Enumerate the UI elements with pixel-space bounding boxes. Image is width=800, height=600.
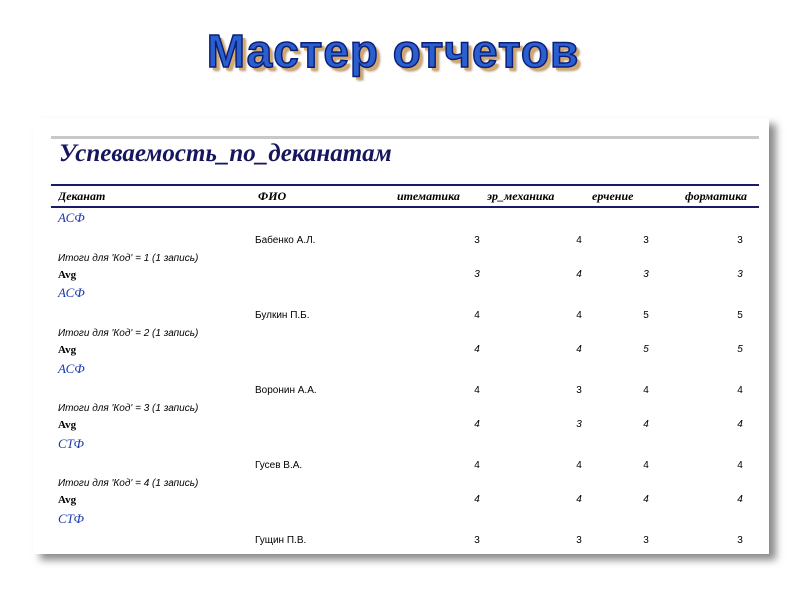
slide-title: Мастер отчетов <box>206 25 580 77</box>
student-name: Булкин П.Б. <box>255 310 310 321</box>
grade-cell: 3 <box>737 535 743 546</box>
average-cell: 4 <box>737 419 743 430</box>
group-summary-label: Итоги для 'Код' = 1 (1 запись) <box>58 253 199 264</box>
average-row <box>33 268 769 284</box>
group-header-row <box>33 361 769 377</box>
grade-cell: 3 <box>474 235 480 246</box>
group-header-row <box>33 511 769 527</box>
header-top-rule <box>51 184 759 186</box>
average-cell: 4 <box>576 269 582 280</box>
average-cell: 4 <box>643 419 649 430</box>
average-label: Avg <box>58 269 77 281</box>
grade-cell: 5 <box>643 310 649 321</box>
student-name: Гущин П.В. <box>255 535 307 546</box>
grade-cell: 3 <box>643 235 649 246</box>
grade-cell: 4 <box>643 460 649 471</box>
average-cell: 4 <box>576 494 582 505</box>
group-summary-row <box>33 252 769 268</box>
column-header-dekanat: Деканат <box>58 189 106 203</box>
group-summary-label: Итоги для 'Код' = 4 (1 запись) <box>58 478 199 489</box>
grade-cell: 4 <box>576 310 582 321</box>
group-summary-label: Итоги для 'Код' = 3 (1 запись) <box>58 403 199 414</box>
column-header-subject-4: форматика <box>684 189 747 203</box>
dekanat-label: СТФ <box>58 511 85 526</box>
average-label: Avg <box>58 419 77 431</box>
average-cell: 3 <box>474 269 480 280</box>
group-summary-row <box>33 402 769 418</box>
group-header-row <box>33 436 769 452</box>
column-header-subject-3: ерчение <box>592 189 634 203</box>
column-header-subject-1: итематика <box>397 189 460 203</box>
average-cell: 3 <box>737 269 743 280</box>
average-row <box>33 493 769 509</box>
average-label: Avg <box>58 344 77 356</box>
column-header-subject-2: эр_механика <box>487 189 555 203</box>
average-row <box>33 343 769 359</box>
report-title: Успеваемость_по_деканатам <box>59 140 392 167</box>
student-row <box>33 534 769 550</box>
grade-cell: 4 <box>474 385 480 396</box>
student-name: Гусев В.А. <box>255 460 303 471</box>
student-name: Воронин А.А. <box>255 385 317 396</box>
grade-cell: 4 <box>474 460 480 471</box>
grade-cell: 3 <box>576 385 582 396</box>
average-cell: 4 <box>474 494 480 505</box>
dekanat-label: АСФ <box>58 210 85 225</box>
student-row <box>33 459 769 475</box>
grade-cell: 3 <box>576 535 582 546</box>
group-summary-row <box>33 477 769 493</box>
header-bottom-rule <box>51 206 759 208</box>
report-image <box>33 118 769 554</box>
dekanat-label: АСФ <box>58 285 85 300</box>
average-cell: 4 <box>737 494 743 505</box>
grade-cell: 3 <box>737 235 743 246</box>
average-cell: 4 <box>576 344 582 355</box>
grade-cell: 4 <box>474 310 480 321</box>
average-cell: 3 <box>576 419 582 430</box>
dekanat-label: СТФ <box>58 436 85 451</box>
average-label: Avg <box>58 494 77 506</box>
average-cell: 4 <box>474 419 480 430</box>
group-summary-row <box>33 327 769 343</box>
dekanat-label: АСФ <box>58 361 85 376</box>
grade-cell: 4 <box>576 235 582 246</box>
student-row <box>33 384 769 400</box>
grade-cell: 3 <box>643 535 649 546</box>
grade-cell: 4 <box>737 385 743 396</box>
student-name: Бабенко А.Л. <box>255 235 316 246</box>
average-row <box>33 418 769 434</box>
group-header-row <box>33 210 769 226</box>
column-header-fio: ФИО <box>258 189 287 203</box>
group-header-row <box>33 285 769 301</box>
average-cell: 3 <box>643 269 649 280</box>
group-summary-label: Итоги для 'Код' = 2 (1 запись) <box>58 328 199 339</box>
top-rule <box>51 136 759 139</box>
average-cell: 5 <box>643 344 649 355</box>
grade-cell: 4 <box>643 385 649 396</box>
grade-cell: 4 <box>576 460 582 471</box>
grade-cell: 4 <box>737 460 743 471</box>
grade-cell: 3 <box>474 535 480 546</box>
average-cell: 4 <box>643 494 649 505</box>
average-cell: 4 <box>474 344 480 355</box>
student-row <box>33 309 769 325</box>
average-cell: 5 <box>737 344 743 355</box>
student-row <box>33 234 769 250</box>
grade-cell: 5 <box>737 310 743 321</box>
